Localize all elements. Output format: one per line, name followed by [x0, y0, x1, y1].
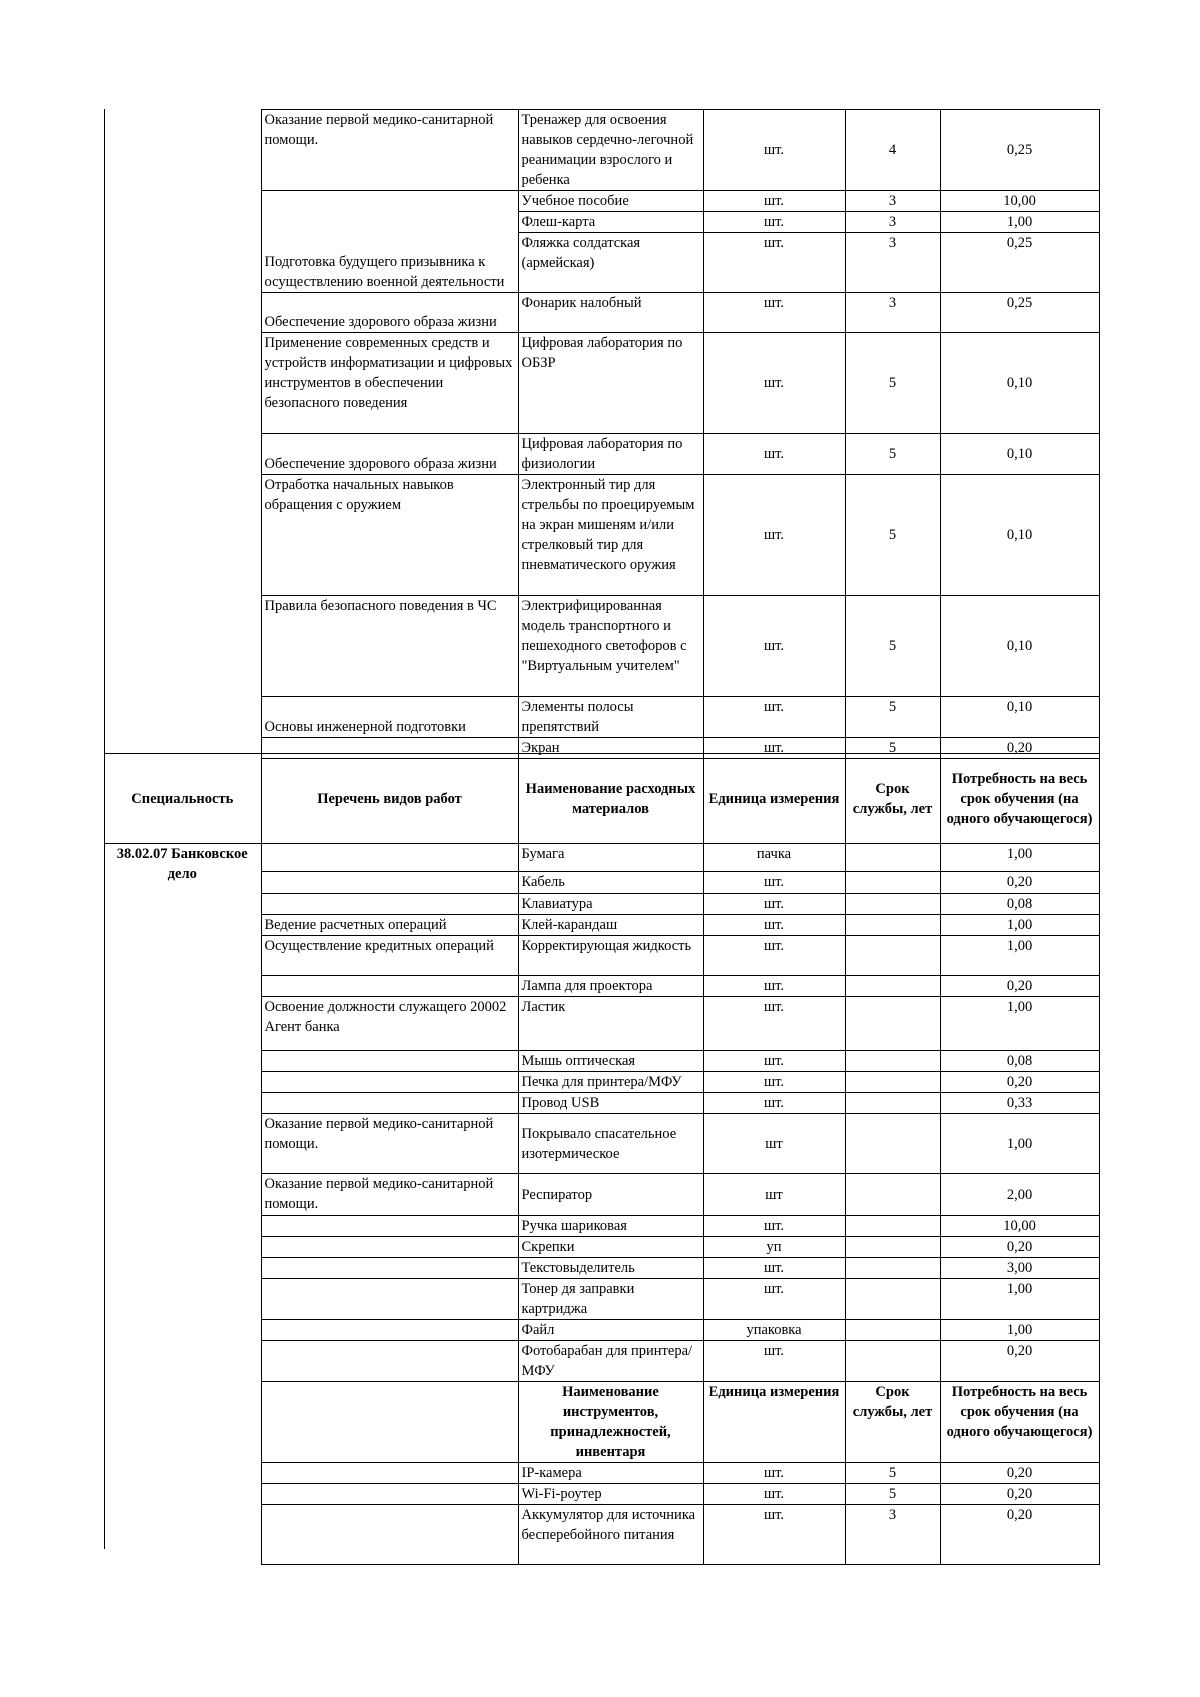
need-cell: 0,25: [940, 110, 1099, 191]
term-cell: [845, 1237, 940, 1258]
unit-cell: шт.: [703, 1216, 845, 1237]
speciality-cell: 38.02.07 Банковское дело: [104, 844, 261, 1565]
unit-cell: шт.: [703, 997, 845, 1051]
need-cell: 1,00: [940, 936, 1099, 976]
term-cell: [845, 1072, 940, 1093]
need-cell: 0,20: [940, 1484, 1099, 1505]
unit-cell: шт.: [703, 1279, 845, 1320]
need-cell: 0,20: [940, 1463, 1099, 1484]
item-cell: Ручка шариковая: [518, 1216, 703, 1237]
unit-cell: шт: [703, 1114, 845, 1174]
item-cell: Тренажер для освоения навыков сердечно-легочной реанимации взрослого и ребенка: [518, 110, 703, 191]
unit-cell: шт.: [703, 191, 845, 212]
work-cell: Осуществление кредитных операций: [261, 936, 518, 976]
term-cell: [845, 844, 940, 872]
work-cell: Отработка начальных навыков обращения с оружием: [261, 475, 518, 596]
work-cell: [261, 872, 518, 894]
term-cell: [845, 1174, 940, 1216]
unit-cell: шт.: [703, 1093, 845, 1114]
need-cell: 0,10: [940, 697, 1099, 738]
table-header-row: [104, 754, 1099, 844]
need-cell: 1,00: [940, 1320, 1099, 1341]
work-cell: [261, 1237, 518, 1258]
table-row: [104, 844, 1099, 872]
term-cell: 3: [845, 212, 940, 233]
item-cell: Фонарик налобный: [518, 293, 703, 333]
item-cell: Текстовыделитель: [518, 1258, 703, 1279]
need-cell: 1,00: [940, 212, 1099, 233]
header-unit: Единица измерения: [703, 754, 845, 844]
unit-cell: шт.: [703, 894, 845, 915]
unit-cell: шт.: [703, 1484, 845, 1505]
work-cell: [261, 1051, 518, 1072]
need-cell: 10,00: [940, 191, 1099, 212]
item-cell: Электронный тир для стрельбы по проецируемым на экран мишеням и/или стрелковый тир для пневматического оружия: [518, 475, 703, 596]
term-cell: [845, 1051, 940, 1072]
item-cell: Флеш-карта: [518, 212, 703, 233]
item-cell: Элементы полосы препятствий: [518, 697, 703, 738]
work-cell: Основы инженерной подготовки: [261, 697, 518, 738]
header-tools: Наименование инструментов, принадлежностей, инвентаря: [518, 1382, 703, 1463]
term-cell: 5: [845, 697, 940, 738]
need-cell: 0,10: [940, 475, 1099, 596]
term-cell: 3: [845, 191, 940, 212]
unit-cell: шт.: [703, 212, 845, 233]
work-cell: Правила безопасного поведения в ЧС: [261, 596, 518, 697]
term-cell: 5: [845, 434, 940, 475]
need-cell: 0,10: [940, 333, 1099, 434]
need-cell: 0,20: [940, 1341, 1099, 1382]
work-cell: [261, 844, 518, 872]
work-cell: Оказание первой медико-санитарной помощи.: [261, 110, 518, 191]
term-cell: 5: [845, 1484, 940, 1505]
term-cell: [845, 915, 940, 936]
item-cell: Скрепки: [518, 1237, 703, 1258]
work-cell: [261, 1463, 518, 1484]
item-cell: Файл: [518, 1320, 703, 1341]
unit-cell: шт.: [703, 475, 845, 596]
unit-cell: шт.: [703, 697, 845, 738]
need-cell: 0,08: [940, 894, 1099, 915]
unit-cell: шт.: [703, 434, 845, 475]
banking-materials-table: [104, 753, 1100, 1565]
header-materials: Наименование расходных материалов: [518, 754, 703, 844]
need-cell: 1,00: [940, 844, 1099, 872]
unit-cell: шт.: [703, 1505, 845, 1565]
unit-cell: шт.: [703, 1051, 845, 1072]
work-cell: [261, 1279, 518, 1320]
term-cell: 4: [845, 110, 940, 191]
term-cell: 5: [845, 596, 940, 697]
term-cell: [845, 1114, 940, 1174]
term-cell: [845, 1341, 940, 1382]
item-cell: Мышь оптическая: [518, 1051, 703, 1072]
unit-cell: шт.: [703, 1341, 845, 1382]
unit-cell: шт.: [703, 976, 845, 997]
item-cell: IP-камера: [518, 1463, 703, 1484]
header-term: Срок службы, лет: [845, 754, 940, 844]
item-cell: Провод USB: [518, 1093, 703, 1114]
work-cell: [261, 976, 518, 997]
term-cell: 3: [845, 293, 940, 333]
need-cell: 0,20: [940, 976, 1099, 997]
term-cell: [845, 1216, 940, 1237]
need-cell: 0,08: [940, 1051, 1099, 1072]
term-cell: 5: [845, 1463, 940, 1484]
work-cell: [261, 1072, 518, 1093]
need-cell: 0,20: [940, 1072, 1099, 1093]
unit-cell: шт.: [703, 936, 845, 976]
work-cell: Обеспечение здорового образа жизни: [261, 434, 518, 475]
work-cell: [261, 1505, 518, 1565]
item-cell: Ластик: [518, 997, 703, 1051]
need-cell: 0,20: [940, 1237, 1099, 1258]
header-speciality: Специальность: [104, 754, 261, 844]
need-cell: 1,00: [940, 1279, 1099, 1320]
need-cell: 1,00: [940, 915, 1099, 936]
header-works: Перечень видов работ: [261, 754, 518, 844]
item-cell: Электрифицированная модель транспортного и пешеходного светофоров с "Виртуальным учителем": [518, 596, 703, 697]
work-cell: [261, 894, 518, 915]
unit-cell: уп: [703, 1237, 845, 1258]
unit-cell: упаковка: [703, 1320, 845, 1341]
need-cell: 0,10: [940, 596, 1099, 697]
header-need: Потребность на весь срок обучения (на одного обучающегося): [940, 754, 1099, 844]
item-cell: Экран: [518, 738, 703, 759]
term-cell: [845, 894, 940, 915]
term-cell: [845, 1279, 940, 1320]
unit-cell: шт.: [703, 1463, 845, 1484]
header-term: Срок службы, лет: [845, 1382, 940, 1463]
work-cell: Освоение должности служащего 20002 Агент банка: [261, 997, 518, 1051]
work-cell: [261, 1341, 518, 1382]
need-cell: 3,00: [940, 1258, 1099, 1279]
need-cell: 0,20: [940, 872, 1099, 894]
term-cell: 5: [845, 475, 940, 596]
unit-cell: шт.: [703, 738, 845, 759]
unit-cell: шт.: [703, 293, 845, 333]
header-need: Потребность на весь срок обучения (на одного обучающегося): [940, 1382, 1099, 1463]
unit-cell: шт.: [703, 872, 845, 894]
work-cell-empty: [261, 1382, 518, 1463]
item-cell: Лампа для проектора: [518, 976, 703, 997]
need-cell: 0,20: [940, 1505, 1099, 1565]
item-cell: Клавиатура: [518, 894, 703, 915]
equipment-table-continued: [104, 109, 1100, 759]
need-cell: 1,00: [940, 1114, 1099, 1174]
need-cell: 0,25: [940, 293, 1099, 333]
speciality-cell-empty: [104, 110, 261, 759]
unit-cell: шт.: [703, 915, 845, 936]
unit-cell: шт.: [703, 1072, 845, 1093]
work-cell: Ведение расчетных операций: [261, 915, 518, 936]
item-cell: Фотобарабан для принтера/МФУ: [518, 1341, 703, 1382]
item-cell: Корректирующая жидкость: [518, 936, 703, 976]
item-cell: Бумага: [518, 844, 703, 872]
item-cell: Учебное пособие: [518, 191, 703, 212]
need-cell: 10,00: [940, 1216, 1099, 1237]
item-cell: Респиратор: [518, 1174, 703, 1216]
item-cell: Печка для принтера/МФУ: [518, 1072, 703, 1093]
unit-cell: шт.: [703, 110, 845, 191]
term-cell: [845, 1093, 940, 1114]
item-cell: Клей-карандаш: [518, 915, 703, 936]
need-cell: 0,10: [940, 434, 1099, 475]
work-cell: [261, 1093, 518, 1114]
work-cell: Оказание первой медико-санитарной помощи.: [261, 1114, 518, 1174]
term-cell: 5: [845, 738, 940, 759]
item-cell: Цифровая лаборатория по физиологии: [518, 434, 703, 475]
item-cell: Wi-Fi-роутер: [518, 1484, 703, 1505]
need-cell: 0,25: [940, 233, 1099, 293]
term-cell: [845, 976, 940, 997]
work-cell: Обеспечение здорового образа жизни: [261, 293, 518, 333]
work-cell: [261, 1216, 518, 1237]
need-cell: 0,33: [940, 1093, 1099, 1114]
term-cell: 5: [845, 333, 940, 434]
work-cell: Применение современных средств и устройств информатизации и цифровых инструментов в обеспечении безопасного поведения: [261, 333, 518, 434]
need-cell: 0,20: [940, 738, 1099, 759]
term-cell: [845, 1258, 940, 1279]
item-cell: Тонер дя заправки картриджа: [518, 1279, 703, 1320]
need-cell: 2,00: [940, 1174, 1099, 1216]
work-cell: Подготовка будущего призывника к осуществлению военной деятельности: [261, 191, 518, 293]
term-cell: [845, 1320, 940, 1341]
item-cell: Кабель: [518, 872, 703, 894]
term-cell: [845, 936, 940, 976]
work-cell: [261, 1320, 518, 1341]
work-cell: [261, 1484, 518, 1505]
term-cell: [845, 997, 940, 1051]
work-cell: Оказание первой медико-санитарной помощи.: [261, 1174, 518, 1216]
item-cell: Цифровая лаборатория по ОБЗР: [518, 333, 703, 434]
need-cell: 1,00: [940, 997, 1099, 1051]
item-cell: Аккумулятор для источника бесперебойного питания: [518, 1505, 703, 1565]
unit-cell: пачка: [703, 844, 845, 872]
term-cell: [845, 872, 940, 894]
unit-cell: шт.: [703, 1258, 845, 1279]
term-cell: 3: [845, 233, 940, 293]
unit-cell: шт: [703, 1174, 845, 1216]
header-unit: Единица измерения: [703, 1382, 845, 1463]
unit-cell: шт.: [703, 333, 845, 434]
item-cell: Фляжка солдатская (армейская): [518, 233, 703, 293]
term-cell: 3: [845, 1505, 940, 1565]
unit-cell: шт.: [703, 596, 845, 697]
item-cell: Покрывало спасательное изотермическое: [518, 1114, 703, 1174]
unit-cell: шт.: [703, 233, 845, 293]
table-row: [104, 110, 1099, 191]
work-cell: [261, 1258, 518, 1279]
